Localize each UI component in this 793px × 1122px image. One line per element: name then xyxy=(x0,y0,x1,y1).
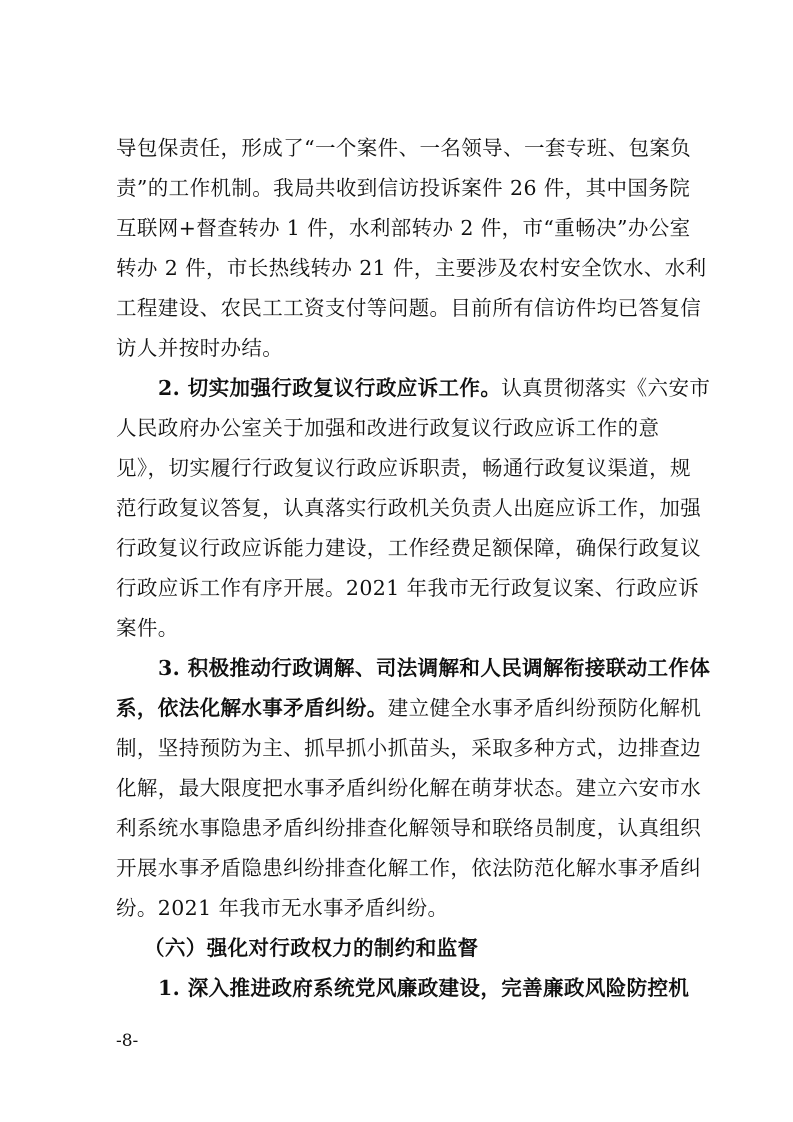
section-heading-inline: 1. 深入推进政府系统党风廉政建设，完善廉政风险防控机 xyxy=(158,976,690,1000)
body-text-line xyxy=(116,136,691,160)
section-heading-inline: 2. 切实加强行政复议行政应诉工作。 xyxy=(158,376,502,400)
body-text-line xyxy=(116,736,701,760)
body-text-line xyxy=(116,816,701,840)
line-text: 建立健全水事矛盾纠纷预防化解机 xyxy=(387,696,702,720)
line-text: 制，坚持预防为主、抓早抓小抓苗头，采取多种方式，边排查边 xyxy=(116,736,702,760)
page-number: -8- xyxy=(116,1031,139,1051)
body-text-line xyxy=(116,496,701,520)
line-text: 见》，切实履行行政复议行政应诉职责，畅通行政复议渠道，规 xyxy=(116,456,691,480)
line-text: 互联网+督查转办 1 件，水利部转办 2 件，市“重畅决”办公室 xyxy=(116,216,691,240)
body-text-line xyxy=(116,256,707,280)
body-text-line xyxy=(116,176,690,200)
section-heading-inline: 系，依法化解水事矛盾纠纷。 xyxy=(116,696,388,720)
paragraph-heading-line xyxy=(158,976,689,1000)
line-text: 行政应诉工作有序开展。2021 年我市无行政复议案、行政应诉 xyxy=(116,576,700,600)
line-text: 人民政府办公室关于加强和改进行政复议行政应诉工作的意 xyxy=(116,416,660,440)
line-text: 范行政复议答复，认真落实行政机关负责人出庭应诉工作，加强 xyxy=(116,496,702,520)
section-heading-line xyxy=(144,936,478,960)
body-text-line xyxy=(116,216,691,240)
line-text: 纷。2021 年我市无水事矛盾纠纷。 xyxy=(116,896,449,920)
body-text-line xyxy=(116,776,701,800)
paragraph-heading-line xyxy=(158,376,710,400)
section-heading: （六）强化对行政权力的制约和监督 xyxy=(144,936,479,960)
body-text-line xyxy=(116,456,691,480)
section-heading-inline: 3. 积极推动行政调解、司法调解和人民调解衔接联动工作体 xyxy=(158,656,711,680)
paragraph-heading-line xyxy=(158,656,710,680)
line-text: 工程建设、农民工工资支付等问题。目前所有信访件均已答复信 xyxy=(116,296,702,320)
line-text: 访人并按时办结。 xyxy=(116,336,284,360)
paragraph-heading-line xyxy=(116,696,701,720)
line-text: 责”的工作机制。我局共收到信访投诉案件 26 件，其中国务院 xyxy=(116,176,691,200)
line-text: 利系统水事隐患矛盾纠纷排查化解领导和联络员制度，认真组织 xyxy=(116,816,702,840)
body-text-line xyxy=(116,576,699,600)
line-text: 转办 2 件，市长热线转办 21 件，主要涉及农村安全饮水、水利 xyxy=(116,256,707,280)
body-text-line xyxy=(116,896,448,920)
body-text-line xyxy=(116,856,701,880)
line-text: 案件。 xyxy=(116,616,179,640)
line-text: 行政复议行政应诉能力建设，工作经费足额保障，确保行政复议 xyxy=(116,536,702,560)
line-text: 化解，最大限度把水事矛盾纠纷化解在萌芽状态。建立六安市水 xyxy=(116,776,702,800)
body-text-line xyxy=(116,536,701,560)
line-text: 开展水事矛盾隐患纠纷排查化解工作，依法防范化解水事矛盾纠 xyxy=(116,856,702,880)
body-text-line xyxy=(116,616,179,640)
body-text-line xyxy=(116,296,701,320)
line-text: 导包保责任，形成了“一个案件、一名领导、一套专班、包案负 xyxy=(116,136,692,160)
body-text-line xyxy=(116,416,659,440)
body-text-line xyxy=(116,336,283,360)
line-text: 认真贯彻落实《六安市 xyxy=(501,376,711,400)
